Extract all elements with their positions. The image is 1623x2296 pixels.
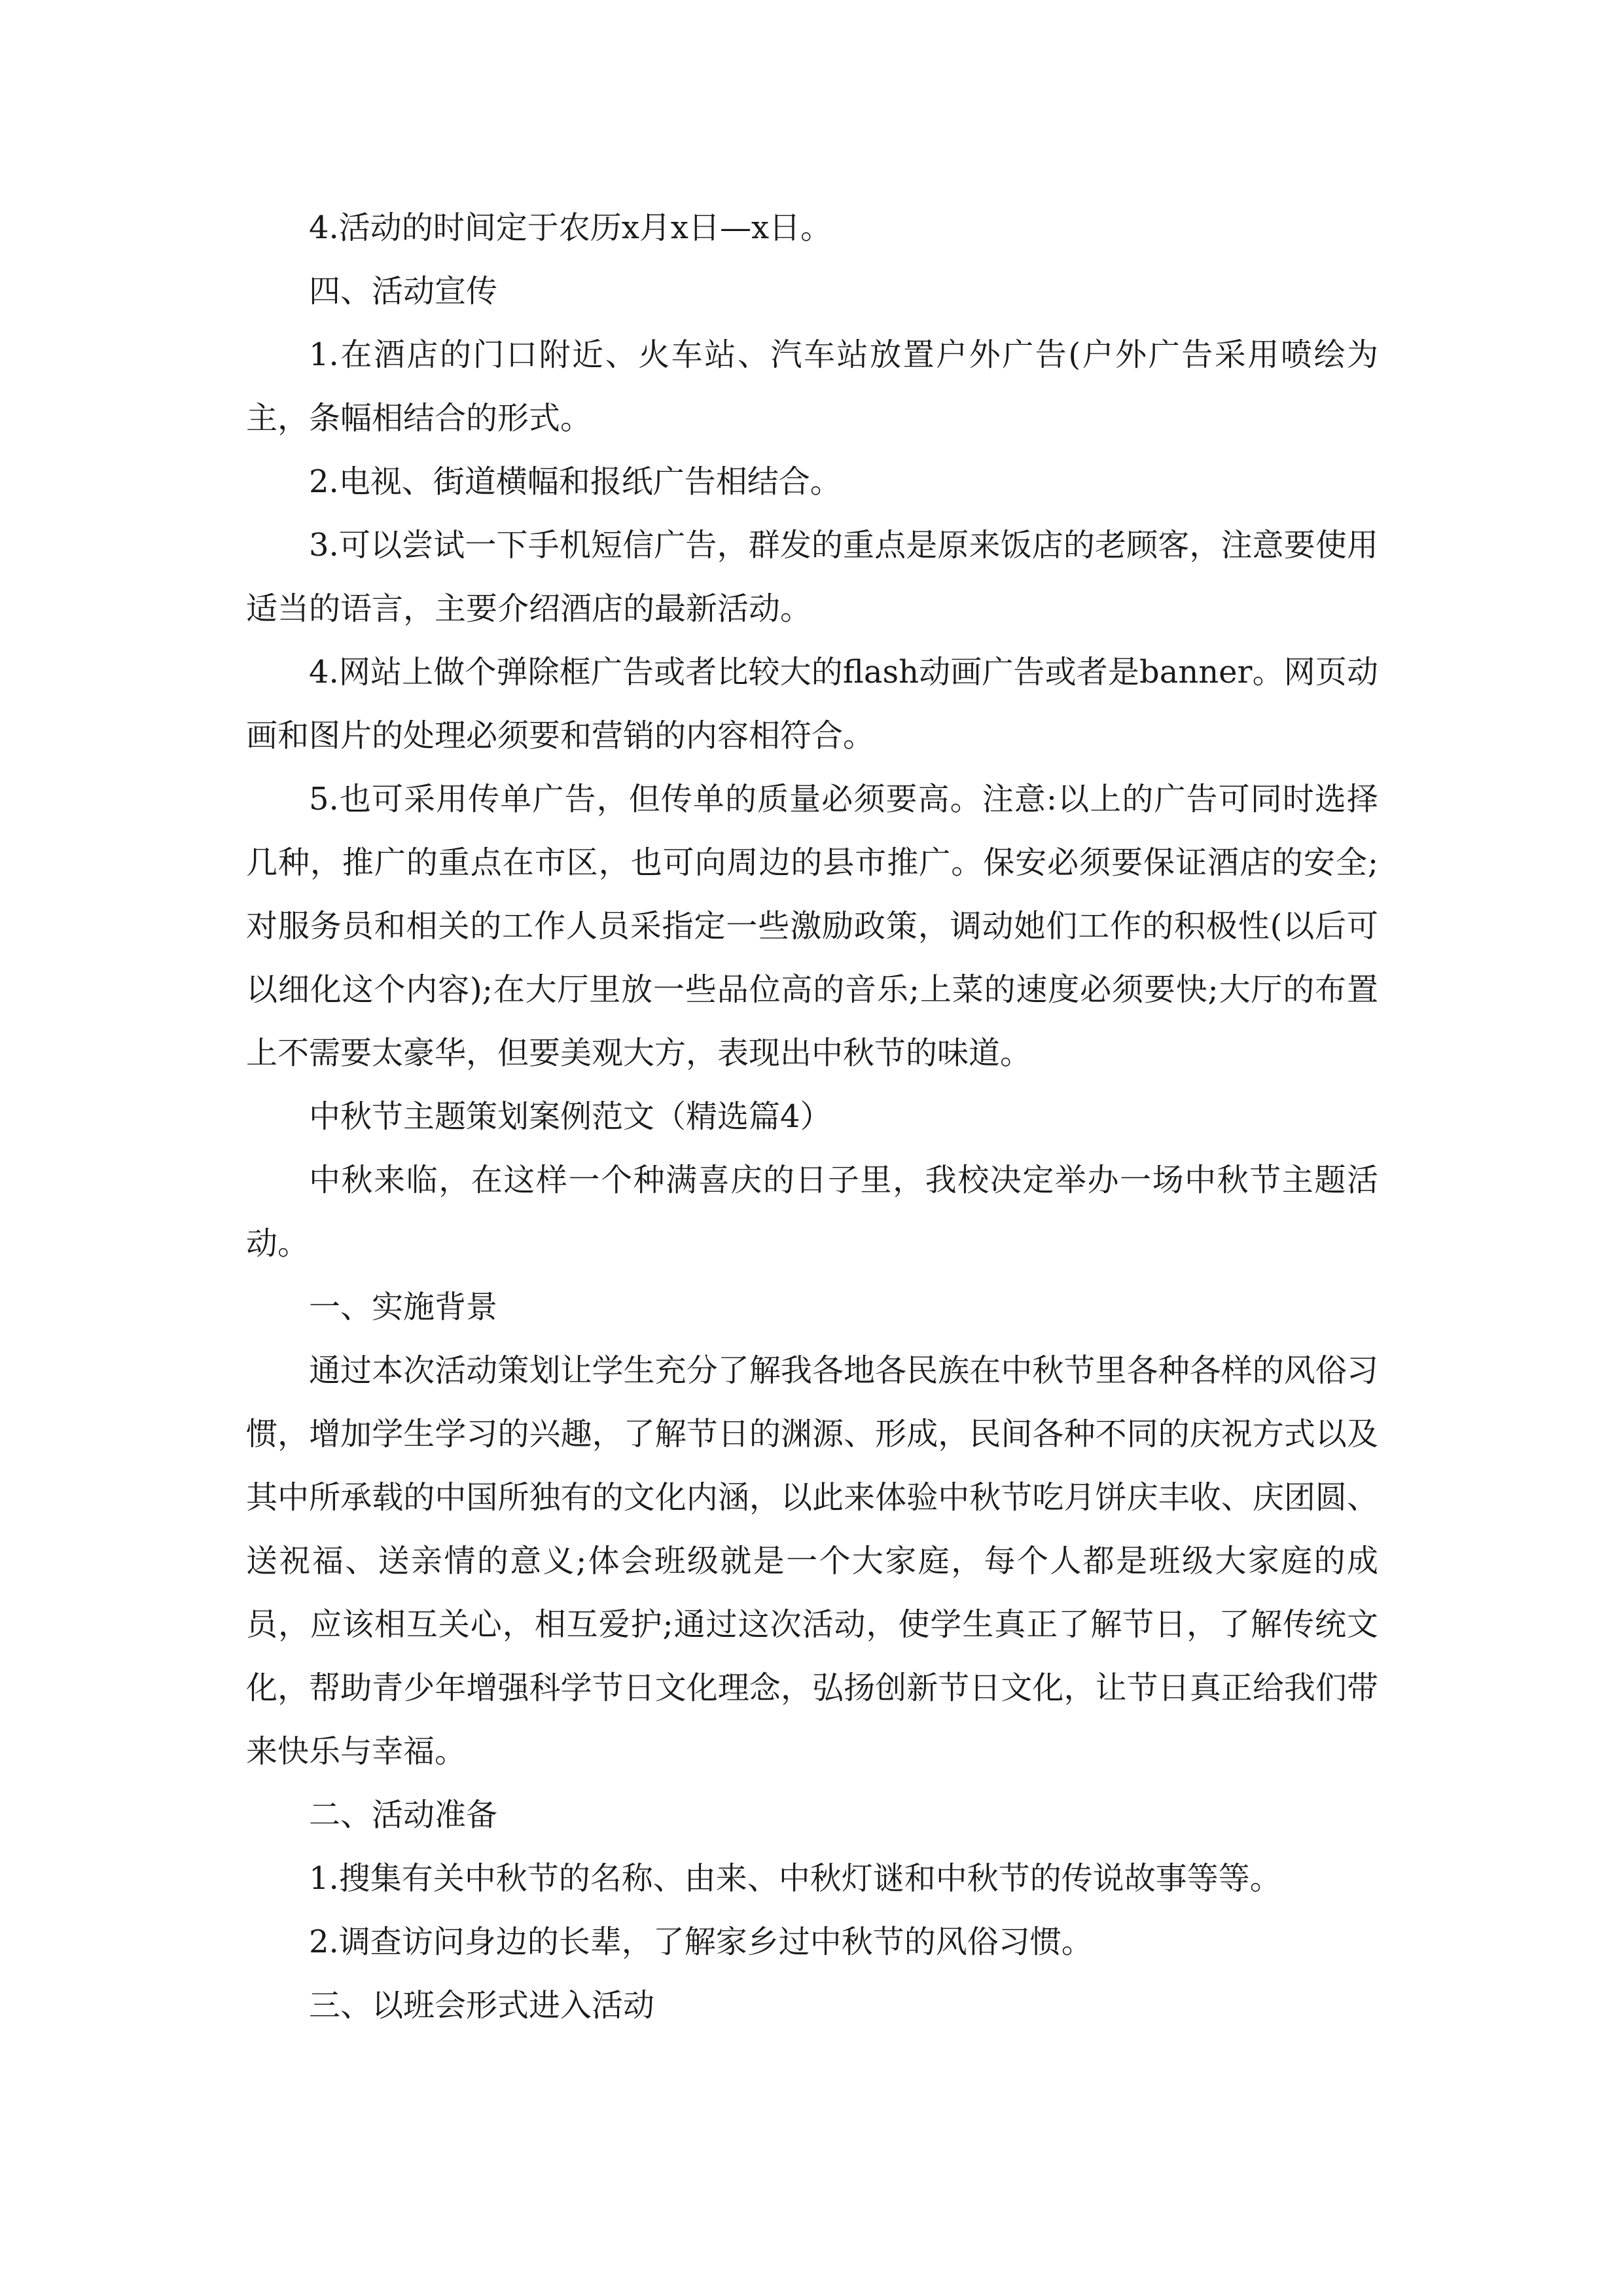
paragraph-prep-survey: 2.调查访问身边的长辈，了解家乡过中秋节的风俗习惯。 (309, 1924, 1093, 1960)
article-title-sample-4: 中秋节主题策划案例范文（精选篇4） (309, 1098, 832, 1135)
section-heading-background: 一、实施背景 (309, 1289, 498, 1325)
paragraph-activity-time: 4.活动的时间定于农历x月x日—x日。 (309, 209, 832, 246)
paragraph-sms-ads: 3.可以尝试一下手机短信广告，群发的重点是原来饭店的老顾客，注意要使用适当的语言，主要介绍酒店的最新活动。 (246, 527, 1378, 627)
paragraph-background: 通过本次活动策划让学生充分了解我各地各民族在中秋节里各种各样的风俗习惯，增加学生学习的兴趣，了解节日的渊源、形成，民间各种不同的庆祝方式以及其中所承载的中国所独有的文化内涵，以此来体验中秋节吃月饼庆丰收、庆团圆、送祝福、送亲情的意义;体会班级就是一个大家庭，每个人都是班级大家庭的成员，应该相互关心，相互爱护;通过这次活动，使学生真正了解节日，了解传统文化，帮助青少年增强科学节日文化理念，弘扬创新节日文化，让节日真正给我们带来快乐与幸福。 (246, 1352, 1378, 1770)
paragraph-flyer-ads: 5.也可采用传单广告，但传单的质量必须要高。注意:以上的广告可同时选择几种，推广的重点在市区，也可向周边的县市推广。保安必须要保证酒店的安全;对服务员和相关的工作人员采指定一些激励政策，调动她们工作的积极性(以后可以细化这个内容);在大厅里放一些品位高的音乐;上菜的速度必须要快;大厅的布置上不需要太豪华，但要美观大方，表现出中秋节的味道。 (246, 781, 1378, 1071)
paragraph-prep-collect: 1.搜集有关中秋节的名称、由来、中秋灯谜和中秋节的传说故事等等。 (309, 1860, 1281, 1897)
paragraph-intro: 中秋来临，在这样一个种满喜庆的日子里，我校决定举办一场中秋节主题活动。 (246, 1162, 1378, 1262)
section-heading-publicity: 四、活动宣传 (309, 273, 498, 310)
paragraph-tv-ads: 2.电视、街道横幅和报纸广告相结合。 (309, 463, 842, 500)
section-heading-preparation: 二、活动准备 (309, 1797, 498, 1833)
section-heading-class-meeting: 三、以班会形式进入活动 (309, 1987, 655, 2024)
document-body (246, 196, 1378, 2037)
paragraph-outdoor-ads: 1.在酒店的门口附近、火车站、汽车站放置户外广告(户外广告采用喷绘为主，条幅相结合的形式。 (246, 336, 1378, 437)
paragraph-web-ads: 4.网站上做个弹除框广告或者比较大的flash动画广告或者是banner。网页动画和图片的处理必须要和营销的内容相符合。 (246, 654, 1378, 754)
